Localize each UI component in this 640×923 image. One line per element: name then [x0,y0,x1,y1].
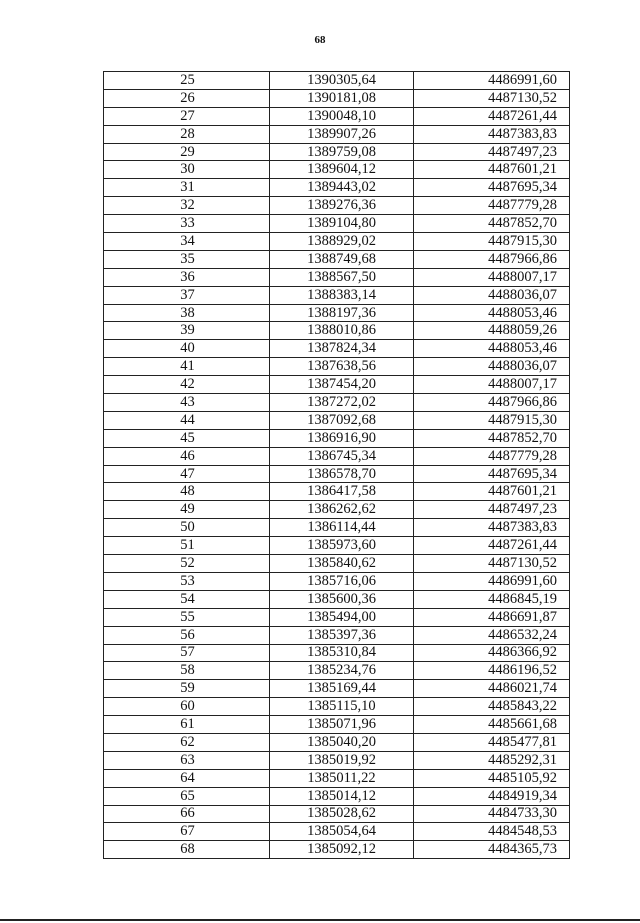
y-coordinate-cell: 4485843,22 [414,698,570,716]
y-coordinate-cell: 4486691,87 [414,608,570,626]
y-coordinate-cell: 4487261,44 [414,107,570,125]
table-row [104,429,570,447]
x-coordinate-cell: 1385840,62 [270,555,414,573]
point-number-cell: 62 [104,733,270,751]
x-coordinate-cell: 1385716,06 [270,572,414,590]
point-number-cell: 45 [104,429,270,447]
point-number-cell: 42 [104,376,270,394]
table-row [104,483,570,501]
y-coordinate-cell: 4485292,31 [414,751,570,769]
table-row [104,107,570,125]
y-coordinate-cell: 4487383,83 [414,125,570,143]
point-number-cell: 25 [104,72,270,90]
page-number: 68 [314,34,326,46]
x-coordinate-cell: 1385071,96 [270,716,414,734]
table-row [104,698,570,716]
y-coordinate-cell: 4486845,19 [414,590,570,608]
y-coordinate-cell: 4484733,30 [414,805,570,823]
table-row [104,537,570,555]
point-number-cell: 27 [104,107,270,125]
y-coordinate-cell: 4488053,46 [414,304,570,322]
table-row [104,161,570,179]
x-coordinate-cell: 1385028,62 [270,805,414,823]
point-number-cell: 44 [104,411,270,429]
table-row [104,197,570,215]
y-coordinate-cell: 4486991,60 [414,572,570,590]
y-coordinate-cell: 4486532,24 [414,626,570,644]
table-row [104,841,570,859]
table-row [104,286,570,304]
y-coordinate-cell: 4488036,07 [414,286,570,304]
point-number-cell: 66 [104,805,270,823]
y-coordinate-cell: 4487915,30 [414,411,570,429]
x-coordinate-cell: 1385092,12 [270,841,414,859]
table-row [104,322,570,340]
y-coordinate-cell: 4488036,07 [414,358,570,376]
x-coordinate-cell: 1385040,20 [270,733,414,751]
x-coordinate-cell: 1388749,68 [270,250,414,268]
table-row [104,233,570,251]
table-row [104,89,570,107]
table-row [104,143,570,161]
x-coordinate-cell: 1389604,12 [270,161,414,179]
table-row [104,465,570,483]
point-number-cell: 41 [104,358,270,376]
table-row [104,608,570,626]
table-row [104,805,570,823]
x-coordinate-cell: 1388567,50 [270,268,414,286]
table-row [104,250,570,268]
point-number-cell: 46 [104,447,270,465]
x-coordinate-cell: 1390181,08 [270,89,414,107]
point-number-cell: 37 [104,286,270,304]
y-coordinate-cell: 4487130,52 [414,555,570,573]
point-number-cell: 56 [104,626,270,644]
x-coordinate-cell: 1389276,36 [270,197,414,215]
table-row [104,626,570,644]
y-coordinate-cell: 4486196,52 [414,662,570,680]
y-coordinate-cell: 4486021,74 [414,680,570,698]
point-number-cell: 47 [104,465,270,483]
table-row [104,411,570,429]
y-coordinate-cell: 4484919,34 [414,787,570,805]
x-coordinate-cell: 1385115,10 [270,698,414,716]
y-coordinate-cell: 4487915,30 [414,233,570,251]
table-row [104,376,570,394]
table-row [104,644,570,662]
x-coordinate-cell: 1385600,36 [270,590,414,608]
point-number-cell: 32 [104,197,270,215]
x-coordinate-cell: 1385054,64 [270,823,414,841]
y-coordinate-cell: 4487695,34 [414,179,570,197]
y-coordinate-cell: 4484365,73 [414,841,570,859]
table-row [104,179,570,197]
point-number-cell: 51 [104,537,270,555]
x-coordinate-cell: 1385494,00 [270,608,414,626]
y-coordinate-cell: 4487852,70 [414,215,570,233]
x-coordinate-cell: 1385019,92 [270,751,414,769]
point-number-cell: 48 [104,483,270,501]
point-number-cell: 34 [104,233,270,251]
bottom-rule [0,919,640,921]
y-coordinate-cell: 4488059,26 [414,322,570,340]
point-number-cell: 43 [104,394,270,412]
x-coordinate-cell: 1389443,02 [270,179,414,197]
point-number-cell: 60 [104,698,270,716]
y-coordinate-cell: 4487966,86 [414,250,570,268]
x-coordinate-cell: 1388929,02 [270,233,414,251]
point-number-cell: 59 [104,680,270,698]
x-coordinate-cell: 1385973,60 [270,537,414,555]
table-row [104,680,570,698]
x-coordinate-cell: 1385234,76 [270,662,414,680]
point-number-cell: 55 [104,608,270,626]
y-coordinate-cell: 4487261,44 [414,537,570,555]
point-number-cell: 65 [104,787,270,805]
table-row [104,787,570,805]
x-coordinate-cell: 1385397,36 [270,626,414,644]
y-coordinate-cell: 4487601,21 [414,161,570,179]
x-coordinate-cell: 1385014,12 [270,787,414,805]
table-row [104,394,570,412]
point-number-cell: 52 [104,555,270,573]
point-number-cell: 54 [104,590,270,608]
point-number-cell: 58 [104,662,270,680]
point-number-cell: 64 [104,769,270,787]
y-coordinate-cell: 4485661,68 [414,716,570,734]
y-coordinate-cell: 4487601,21 [414,483,570,501]
y-coordinate-cell: 4487497,23 [414,143,570,161]
table-row [104,519,570,537]
point-number-cell: 49 [104,501,270,519]
table-row [104,769,570,787]
table-row [104,590,570,608]
y-coordinate-cell: 4484548,53 [414,823,570,841]
y-coordinate-cell: 4487779,28 [414,197,570,215]
table-row [104,447,570,465]
table-row [104,125,570,143]
table-row [104,72,570,90]
table-row [104,733,570,751]
point-number-cell: 67 [104,823,270,841]
x-coordinate-cell: 1386262,62 [270,501,414,519]
y-coordinate-cell: 4487779,28 [414,447,570,465]
point-number-cell: 68 [104,841,270,859]
x-coordinate-cell: 1389907,26 [270,125,414,143]
point-number-cell: 63 [104,751,270,769]
point-number-cell: 28 [104,125,270,143]
x-coordinate-cell: 1387092,68 [270,411,414,429]
y-coordinate-cell: 4486366,92 [414,644,570,662]
point-number-cell: 33 [104,215,270,233]
x-coordinate-cell: 1387638,56 [270,358,414,376]
y-coordinate-cell: 4488007,17 [414,376,570,394]
coordinates-table-body [104,72,570,859]
table-row [104,215,570,233]
y-coordinate-cell: 4487852,70 [414,429,570,447]
x-coordinate-cell: 1385169,44 [270,680,414,698]
point-number-cell: 38 [104,304,270,322]
x-coordinate-cell: 1390305,64 [270,72,414,90]
point-number-cell: 26 [104,89,270,107]
point-number-cell: 39 [104,322,270,340]
table-row [104,751,570,769]
point-number-cell: 36 [104,268,270,286]
x-coordinate-cell: 1389759,08 [270,143,414,161]
y-coordinate-cell: 4485105,92 [414,769,570,787]
point-number-cell: 29 [104,143,270,161]
y-coordinate-cell: 4486991,60 [414,72,570,90]
x-coordinate-cell: 1387272,02 [270,394,414,412]
point-number-cell: 31 [104,179,270,197]
x-coordinate-cell: 1386745,34 [270,447,414,465]
x-coordinate-cell: 1386578,70 [270,465,414,483]
y-coordinate-cell: 4487383,83 [414,519,570,537]
table-row [104,304,570,322]
x-coordinate-cell: 1386916,90 [270,429,414,447]
y-coordinate-cell: 4487695,34 [414,465,570,483]
table-row [104,662,570,680]
x-coordinate-cell: 1385310,84 [270,644,414,662]
x-coordinate-cell: 1386114,44 [270,519,414,537]
point-number-cell: 35 [104,250,270,268]
point-number-cell: 61 [104,716,270,734]
table-row [104,340,570,358]
x-coordinate-cell: 1387454,20 [270,376,414,394]
table-row [104,555,570,573]
x-coordinate-cell: 1390048,10 [270,107,414,125]
coordinates-table [103,71,570,859]
x-coordinate-cell: 1385011,22 [270,769,414,787]
x-coordinate-cell: 1388383,14 [270,286,414,304]
table-row [104,358,570,376]
y-coordinate-cell: 4488053,46 [414,340,570,358]
table-row [104,716,570,734]
table-row [104,268,570,286]
x-coordinate-cell: 1389104,80 [270,215,414,233]
x-coordinate-cell: 1388010,86 [270,322,414,340]
y-coordinate-cell: 4487966,86 [414,394,570,412]
point-number-cell: 50 [104,519,270,537]
point-number-cell: 30 [104,161,270,179]
y-coordinate-cell: 4488007,17 [414,268,570,286]
table-row [104,501,570,519]
y-coordinate-cell: 4485477,81 [414,733,570,751]
x-coordinate-cell: 1388197,36 [270,304,414,322]
point-number-cell: 40 [104,340,270,358]
table-row [104,823,570,841]
table-row [104,572,570,590]
x-coordinate-cell: 1386417,58 [270,483,414,501]
point-number-cell: 53 [104,572,270,590]
y-coordinate-cell: 4487130,52 [414,89,570,107]
point-number-cell: 57 [104,644,270,662]
y-coordinate-cell: 4487497,23 [414,501,570,519]
x-coordinate-cell: 1387824,34 [270,340,414,358]
